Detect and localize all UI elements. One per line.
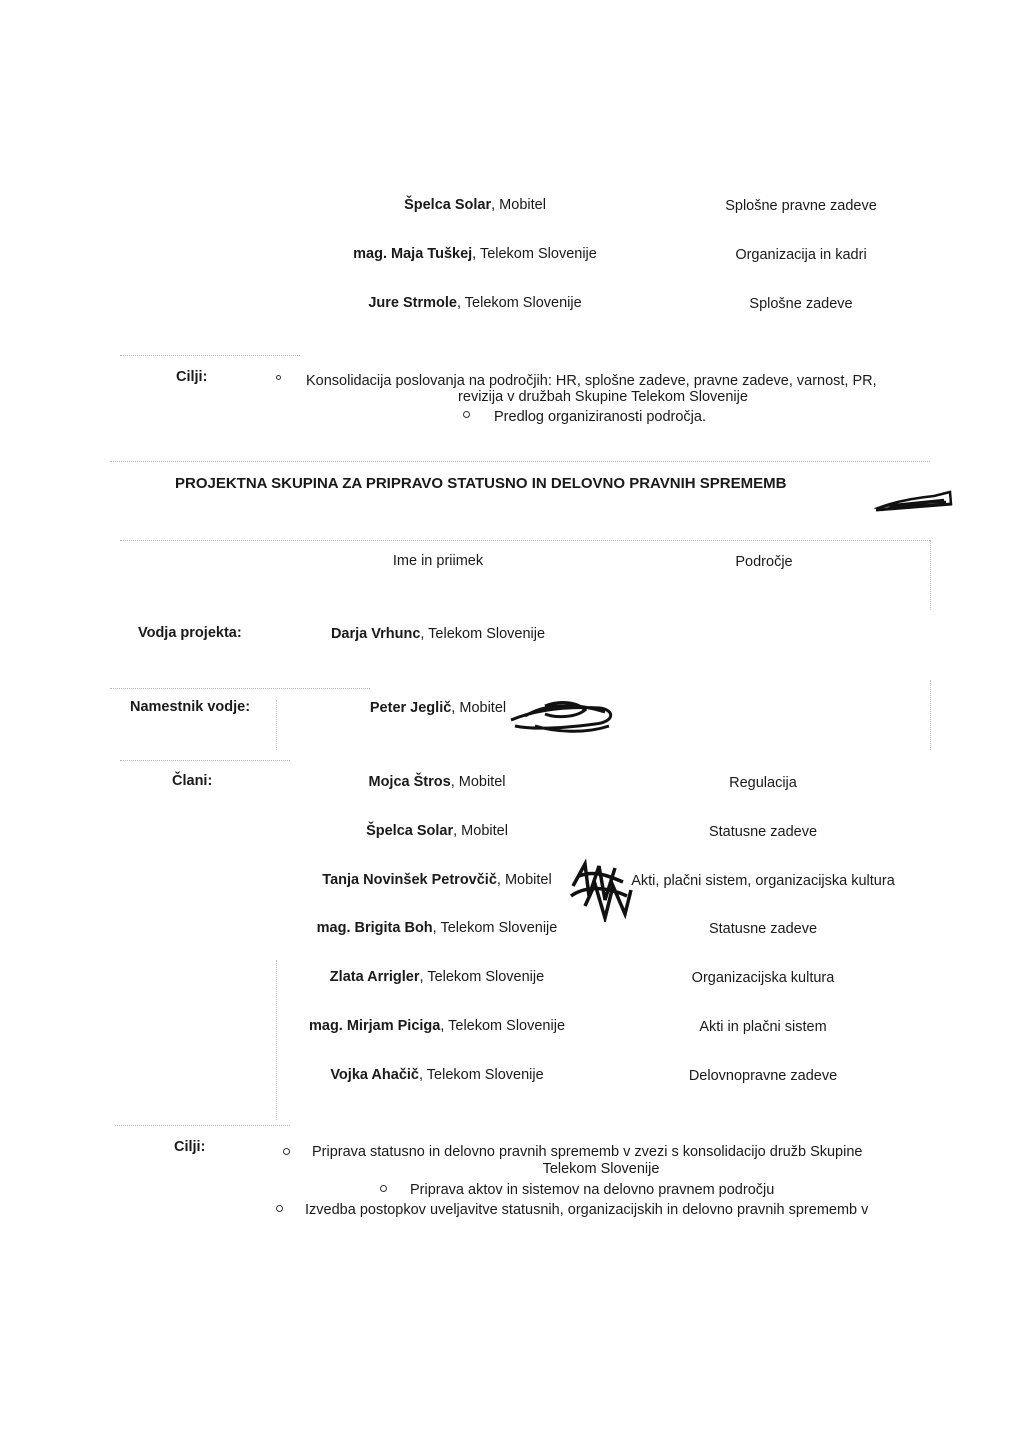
bullet-icon — [283, 1148, 290, 1155]
redaction-scribble-icon — [874, 484, 956, 514]
section-title: PROJEKTNA SKUPINA ZA PRIPRAVO STATUSNO IN DELOVNO PRAVNIH SPREMEMB — [175, 475, 787, 492]
member-area: Statusne zadeve — [708, 824, 818, 840]
goals-line: Priprava aktov in sistemov na delovno pravnem področju — [410, 1182, 775, 1198]
scan-line — [120, 760, 290, 761]
member-area: Statusne zadeve — [708, 921, 818, 937]
top-member-row: mag. Maja Tuškej, Telekom Slovenije — [353, 246, 597, 262]
bullet-icon — [380, 1185, 387, 1192]
top-member-area: Splošne zadeve — [749, 296, 853, 312]
member-row: mag. Brigita Boh, Telekom Slovenije — [316, 920, 558, 936]
member-row: mag. Mirjam Piciga, Telekom Slovenije — [308, 1018, 566, 1034]
goals-line: revizija v družbah Skupine Telekom Slovenije — [458, 389, 748, 405]
leader-row: Darja Vrhunc, Telekom Slovenije — [330, 626, 546, 642]
bullet-icon — [276, 1205, 283, 1212]
goals-line: Konsolidacija poslovanja na področjih: HR, splošne zadeve, pravne zadeve, varnost, PR, — [306, 373, 877, 389]
member-row: Vojka Ahačič, Telekom Slovenije — [330, 1067, 544, 1083]
scan-line — [120, 540, 930, 541]
column-header-area: Področje — [735, 554, 793, 570]
redaction-scribble-icon — [505, 696, 620, 738]
column-header-name: Ime in priimek — [392, 553, 484, 569]
top-member-row: Jure Strmole, Telekom Slovenije — [368, 295, 582, 311]
top-member-row: Špelca Solar, Mobitel — [404, 197, 546, 213]
goals-line: Priprava statusno in delovno pravnih sprememb v zvezi s konsolidacijo družb Skupine — [312, 1144, 863, 1160]
member-area: Organizacijska kultura — [691, 970, 835, 986]
bullet-icon — [276, 375, 281, 380]
goals-line: Telekom Slovenije — [542, 1161, 660, 1177]
deputy-row: Peter Jeglič, Mobitel — [369, 700, 507, 716]
redaction-scribble-icon — [565, 856, 635, 922]
member-area: Delovnopravne zadeve — [688, 1068, 838, 1084]
goals-line: Predlog organiziranosti področja. — [494, 409, 706, 425]
scan-line — [276, 960, 277, 1120]
goals-line: Izvedba postopkov uveljavitve statusnih, organizacijskih in delovno pravnih sprememb v — [305, 1202, 869, 1218]
bullet-icon — [463, 411, 470, 418]
scan-line — [110, 461, 930, 462]
member-row: Špelca Solar, Mobitel — [366, 823, 508, 839]
leader-label: Vodja projekta: — [138, 625, 242, 641]
scan-line — [110, 688, 370, 689]
scan-line — [930, 540, 931, 610]
member-area: Akti in plačni sistem — [699, 1019, 827, 1035]
member-row: Zlata Arrigler, Telekom Slovenije — [329, 969, 545, 985]
deputy-label: Namestnik vodje: — [130, 699, 251, 715]
member-row: Tanja Novinšek Petrovčič, Mobitel — [322, 872, 552, 888]
goals-label: Cilji: — [176, 369, 208, 385]
scan-line — [930, 680, 931, 750]
member-area: Akti, plačni sistem, organizacijska kultura — [631, 873, 895, 889]
top-member-area: Organizacija in kadri — [735, 247, 867, 263]
scan-line — [276, 700, 277, 750]
members-label: Člani: — [172, 773, 213, 789]
scan-line — [120, 355, 300, 356]
member-area: Regulacija — [729, 775, 797, 791]
goals-label: Cilji: — [174, 1139, 206, 1155]
member-row: Mojca Štros, Mobitel — [368, 774, 506, 790]
top-member-area: Splošne pravne zadeve — [725, 198, 877, 214]
scan-line — [115, 1125, 290, 1126]
